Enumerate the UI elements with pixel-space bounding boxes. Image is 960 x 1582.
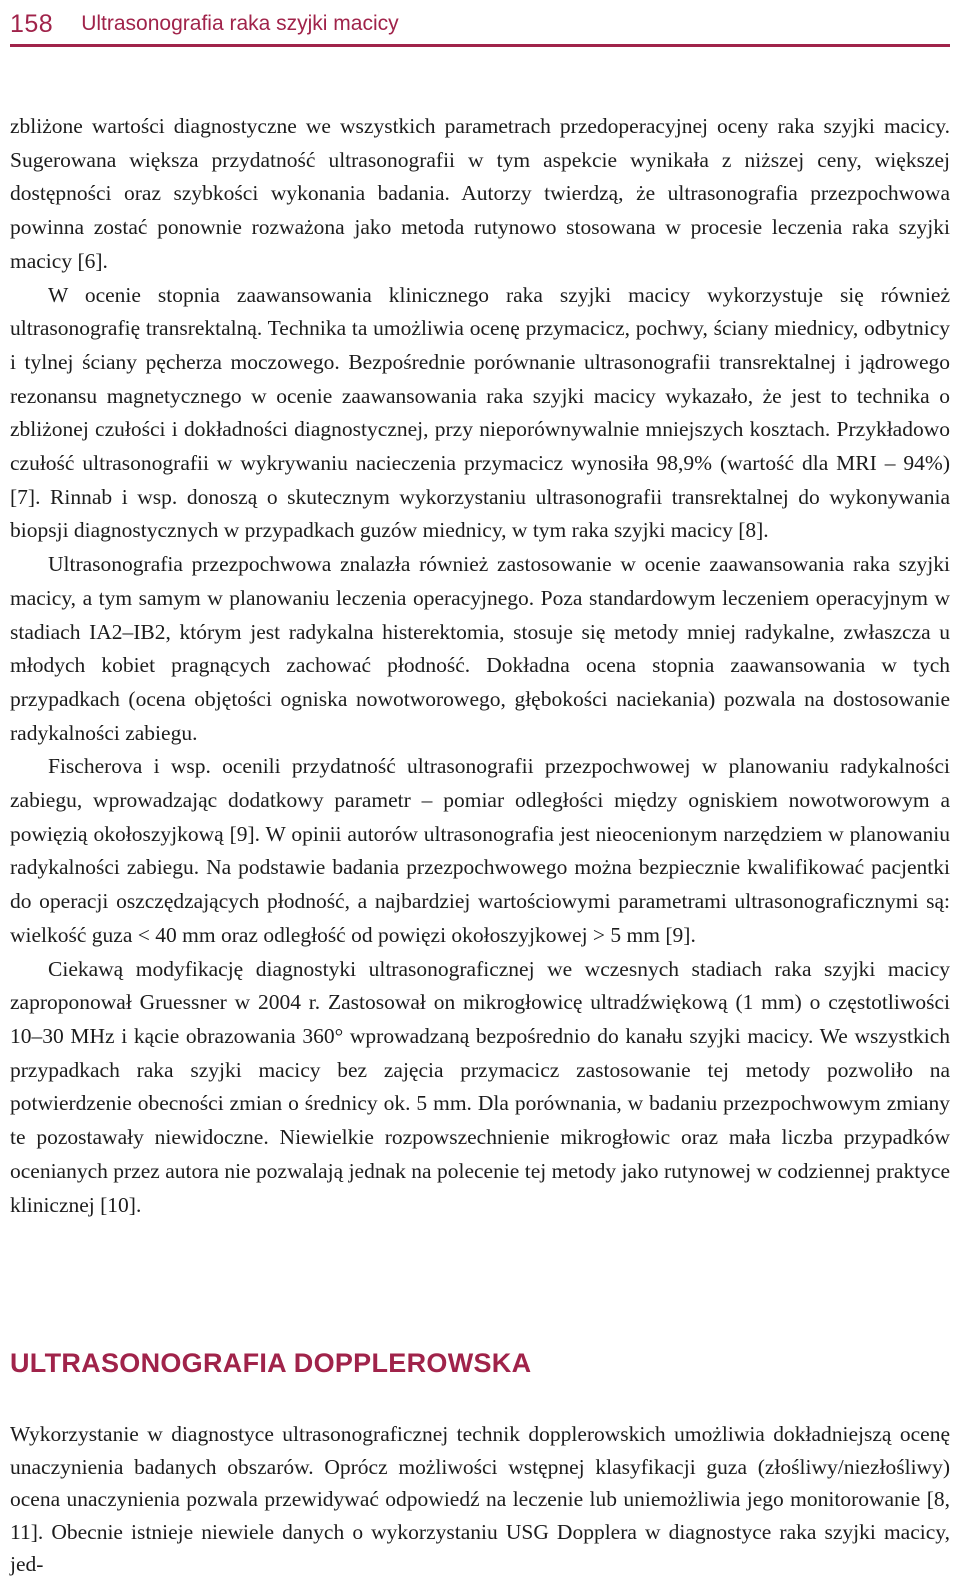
paragraph: Ultrasonografia przezpochwowa znalazła również zastosowanie w ocenie zaawansowania raka szyjki macicy, a tym samym w planowaniu leczenia operacyjnego. Poza standardowym leczeniem operacyjnym w stadiach IA2–IB2, którym jest radykalna histerektomia, stosuje się metody mniej radykalne, zwłaszcza u młodych kobiet pragnących zachować płodność. Dokładna ocena stopnia zaawansowania w tych przypadkach (ocena objętości ogniska nowotworowego, głębokości naciekania) pozwala na dostosowanie radykalności zabiegu. bbox=[10, 552, 950, 745]
paragraph: W ocenie stopnia zaawansowania klinicznego raka szyjki macicy wykorzystuje się również ultrasonografię transrektalną. Technika ta umożliwia ocenę przymacicz, pochwy, ściany miednicy, odbytnicy i tylnej ściany pęcherza moczowego. Bezpośrednie porównanie ultrasonografii transrektalnej i jądrowego rezonansu magnetycznego w ocenie zaawansowania raka szyjki macicy wykazało, że jest to technika o zbliżonej czułości i dokładności diagnostycznej, przy nieporównywalnie mniejszych kosztach. Przykładowo czułość ultrasonografii w wykrywaniu nacieczenia przymacicz wynosiła 98,9% (wartość dla MRI – 94%) [7]. Rinnab i wsp. donoszą o skutecznym wykorzystaniu ultrasonografii transrektalnej do wykonywania biopsji diagnostycznych w przypadkach guzów miednicy, w tym raka szyjki macicy [8]. bbox=[10, 282, 950, 543]
paragraph: Fischerova i wsp. ocenili przydatność ultrasonografii przezpochwowej w planowaniu radykalności zabiegu, wprowadzając dodatkowy parametr – pomiar odległości między ogniskiem nowotworowym a powięzią okołoszyjkową [9]. W opinii autorów ultrasonografia jest nieocenionym narzędziem w planowaniu radykalności zabiegu. Na podstawie badania przezpochwowego można bezpiecznie kwalifikować pacjentki do operacji oszczędzających płodność, a najbardziej wartościowymi parametrami ultrasonograficznymi są: wielkość guza < 40 mm oraz odległość od powięzi okołoszyjkowej > 5 mm [9]. bbox=[10, 754, 950, 947]
running-header-title: Ultrasonografia raka szyjki macicy bbox=[81, 12, 399, 35]
paragraph: zbliżone wartości diagnostyczne we wszystkich parametrach przedoperacyjnej oceny raka szyjki macicy. Sugerowana większa przydatność ultrasonografii w tym aspekcie wynikała z niższej ceny, większej dostępności oraz szybkości wykonania badania. Autorzy twierdzą, że ultrasonografia przezpochwowa powinna zostać ponownie rozważona jako metoda rutynowo stosowana w procesie leczenia raka szyjki macicy [6]. bbox=[10, 114, 950, 273]
header-divider bbox=[10, 44, 950, 47]
paragraph: Ciekawą modyfikację diagnostyki ultrasonograficznej we wczesnych stadiach raka szyjki macicy zaproponował Gruessner w 2004 r. Zastosował on mikrogłowicę ultradźwiękową (1 mm) o częstotliwości 10–30 MHz i kącie obrazowania 360° wprowadzaną bezpośrednio do kanału szyjki macicy. We wszystkich przypadkach raka szyjki macicy bez zajęcia przymacicz zastosowanie tej metody pozwoliło na potwierdzenie obecności zmian o średnicy ok. 5 mm. Dla porównania, w badaniu przezpochwowym zmiany te pozostawały niewidoczne. Niewielkie rozpowszechnienie mikrogłowic oraz mała liczba przypadków ocenianych przez autora nie pozwalają jednak na polecenie tej metody jako rutynowej w codziennej praktyce klinicznej [10]. bbox=[10, 956, 950, 1217]
section-heading: ULTRASONOGRAFIA DOPPLEROWSKA bbox=[10, 1348, 532, 1378]
running-header bbox=[10, 6, 399, 42]
body-text bbox=[10, 110, 950, 1222]
section-body bbox=[10, 1418, 950, 1581]
page-number: 158 bbox=[10, 9, 54, 38]
paragraph: Wykorzystanie w diagnostyce ultrasonograficznej technik dopplerowskich umożliwia dokładniejszą ocenę unaczynienia badanych obszarów. Oprócz możliwości wstępnej klasyfikacji guza (złośliwy/niezłośliwy) ocena unaczynienia pozwala przewidywać odpowiedź na leczenie lub uniemożliwia jego monitorowanie [8, 11]. Obecnie istnieje niewiele danych o wykorzystaniu USG Dopplera w diagnostyce raka szyjki macicy, jed- bbox=[10, 1422, 950, 1576]
